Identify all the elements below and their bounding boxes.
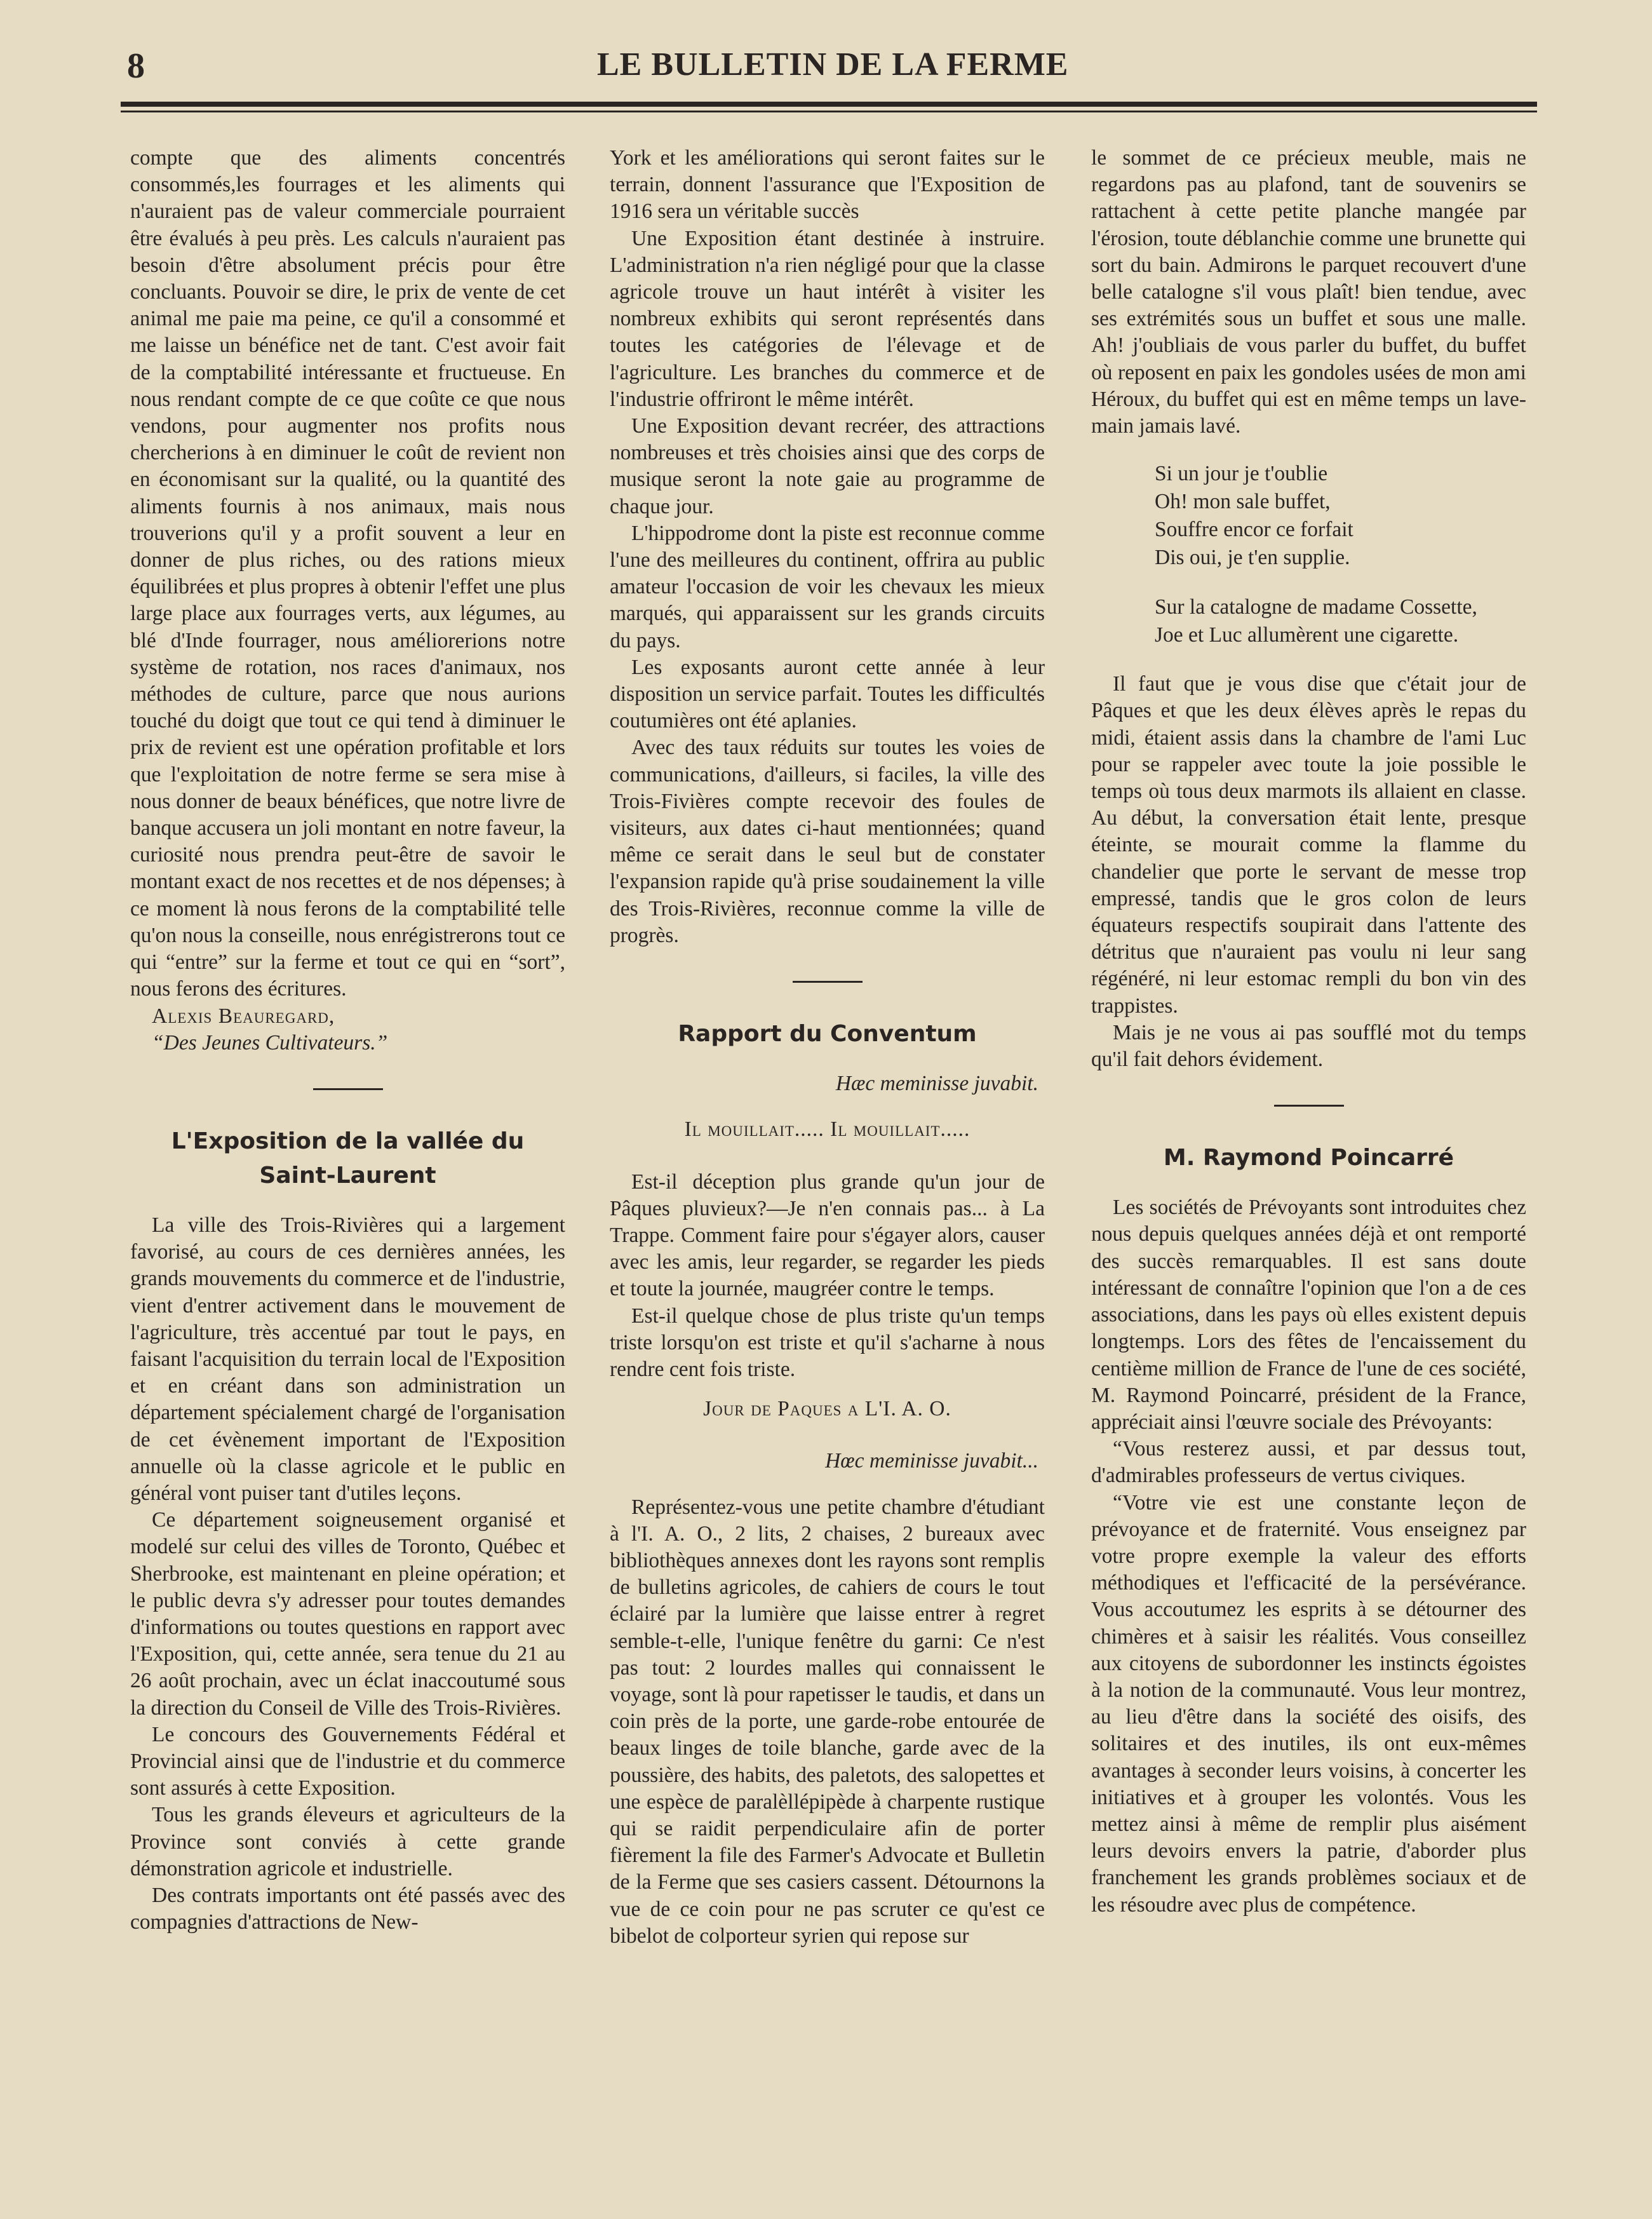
paragraph: Tous les grands éleveurs et agriculteurs de la Province sont conviés à cette grande démonstration agricole et industrielle.	[130, 1803, 565, 1880]
section-divider	[793, 981, 863, 983]
article-heading: L'Exposition de la vallée du Saint-Laurent	[171, 1128, 525, 1189]
signature-name: Alexis Beauregard,	[152, 1004, 335, 1028]
section-divider	[1274, 1105, 1344, 1107]
paragraph: Une Exposition devant recréer, des attractions nombreuses et très choisies ainsi que des corps de musique seront la note gaie au programme de chaque jour.	[610, 414, 1045, 518]
header-rule-thin	[121, 111, 1537, 112]
paragraph: “Vous resterez aussi, et par dessus tout, d'admirables professeurs de vertus civiques.	[1091, 1437, 1526, 1488]
paragraph: compte que des aliments concentrés consommés,les fourrages et les aliments qui n'auraient pas de valeur commerciale pourraient être évalués à peu près. Les calculs n'auraient pas besoin d'être absolument précis pour être concluants. Pouvoir se dire, le prix de vente de cet animal me paie ma peine, ce qu'il a consommé et me laisse un bénéfice net de tant. C'est avoir fait de la comptabilité intéressante et fructueuse. En nous rendant compte de ce que coûte ce que nous vendons, pour augmenter nos profits nous chercherions à en diminuer le coût de revient non en économisant sur la qualité, ou la quantité des aliments fournis à nos animaux, mais nous trouverions qu'il y a profit souvent a leur en donner de plus riches, ou des rations mieux équilibrées et plus propres à obtenir l'effet une plus large place aux fourrages verts, aux légumes, au blé d'Inde fourrager, nous améliorerions notre système de rotation, nos races d'animaux, nos méthodes de culture, parce que nous aurions touché du doigt que tout ce qui tend à diminuer le prix de revient est une opération profitable et lors que l'exploitation de notre ferme se sera mise à nous donner de beaux bénéfices, que notre livre de banque accusera un joli montant en notre faveur, la curiosité nous prendra peut-être de savoir le montant exact de nos recettes et de nos dépenses; à ce moment là nous ferons de la comptabilité telle qu'on nous la conseille, nous enrégistrerons tout ce qui “entre” sur la ferme et tout ce qui en “sort”, nous ferons des écritures.	[130, 146, 565, 1001]
latin-motto: Hœc meminisse juvabit...	[825, 1449, 1038, 1473]
article-heading: Rapport du Conventum	[678, 1021, 977, 1048]
paragraph: Le concours des Gouvernements Fédéral et Provincial ainsi que de l'industrie et du commerce sont assurés à cette Exposition.	[130, 1722, 565, 1800]
paragraph: Mais je ne vous ai pas soufflé mot du temps qu'il fait dehors évidement.	[1091, 1020, 1526, 1072]
paragraph: La ville des Trois-Rivières qui a largement favorisé, au cours de ces dernières années, les grands mouvements du commerce et de l'industrie, vient d'entrer activement dans le mouvement de l'agriculture, très accentué par tout le pays, en faisant l'acquisition du terrain local de l'Exposition et en créant dans son administration un département spécialement chargé de l'organisation de cet évènement important de l'Exposition annuelle où la classe agricole et le public en général vont puiser tant d'utiles leçons.	[130, 1213, 565, 1505]
poem-line: Joe et Luc allumèrent une cigarette.	[1155, 623, 1459, 647]
paragraph: York et les améliorations qui seront faites sur le terrain, donnent l'assurance que l'Exposition de 1916 sera un véritable succès	[610, 146, 1045, 224]
paragraph: Est-il déception plus grande qu'un jour de Pâques pluvieux?—Je n'en connais pas... à La Trappe. Comment faire pour s'égayer alors, causer avec les amis, leur regarder, se regarder les pieds et toute la journée, maugréer contre le temps.	[610, 1170, 1045, 1301]
column-1	[130, 145, 565, 1936]
paragraph: L'hippodrome dont la piste est reconnue comme l'une des meilleures du continent, offrira au public amateur l'occasion de voir les chevaux les mieux marqués, qui apparaissent sur les grands circuits du pays.	[610, 521, 1045, 652]
subheading: Il mouillait..... Il mouillait.....	[684, 1117, 970, 1142]
paragraph: Des contrats importants ont été passés avec des compagnies d'attractions de New-	[130, 1883, 565, 1934]
running-title: LE BULLETIN DE LA FERME	[597, 46, 1069, 83]
latin-motto: Hæc meminisse juvabit.	[835, 1072, 1038, 1096]
paragraph: le sommet de ce précieux meuble, mais ne regardons pas au plafond, tant de souvenirs se rattachent à cette petite planche mangée par l'érosion, toute déblanchie comme une brunette qui sort du bain. Admirons le parquet recouvert d'une belle catalogne s'il vous plaît! bien tendue, avec ses extrémités sous un buffet et sous une malle. Ah! j'oubliais de vous parler du buffet, du buffet où reposent en paix les gondoles usées de mon ami Héroux, du buffet qui est en même temps un lave-main jamais lavé.	[1091, 146, 1526, 438]
paragraph: Avec des taux réduits sur toutes les voies de communications, d'ailleurs, si faciles, la ville des Trois-Fivières compte recevoir des foules de visiteurs, aux dates ci-haut mentionnées; quand même ce serait dans le seul but de constater l'expansion rapide qu'à prise soudainement la ville des Trois-Rivières, reconnue comme la ville de progrès.	[610, 736, 1045, 947]
paragraph: Les sociétés de Prévoyants sont introduites chez nous depuis quelques années déjà et ont remporté des succès remarquables. Il est sans doute intéressant de connaître l'opinion que l'on a de ces associations, dans les pays où elles existent depuis longtemps. Lors des fêtes de l'encaissement du centième million de France de l'une de ces société, M. Raymond Poincarré, président de la France, appréciait ainsi l'œuvre sociale des Prévoyants:	[1091, 1196, 1526, 1434]
header-rule-thick	[121, 102, 1537, 107]
paragraph: “Votre vie est une constante leçon de prévoyance et de fraternité. Vous enseignez par votre propre exemple la valeur des efforts méthodiques et l'efficacité de la persévérance. Vous accoutumez les esprits à se détourner des chimères et à saisir les réalités. Vous conseillez aux citoyens de subordonner les instincts égoistes à la notion de la communauté. Vous leur montrez, au lieu d'être dans la société des oisifs, des solitaires et des inutiles, ils ont eux-mêmes avantages à seconder leurs voisins, à concerter les initiatives et à grouper les volontés. Vous les mettez ainsi à même de remplir plus aisément leurs devoirs envers la patrie, d'aborder plus franchement les grands problèmes sociaux et de les résoudre avec plus de compétence.	[1091, 1490, 1526, 1917]
poem-line: Si un jour je t'oublie	[1155, 462, 1328, 486]
poem-line: Souffre encor ce forfait	[1155, 518, 1353, 542]
page-number: 8	[127, 46, 145, 86]
poem-line: Sur la catalogne de madame Cossette,	[1155, 595, 1477, 619]
section-divider	[313, 1088, 383, 1090]
paragraph: Est-il quelque chose de plus triste qu'un temps triste lorsqu'on est triste et qu'il s'acharne à nous rendre cent fois triste.	[610, 1304, 1045, 1381]
poem-stanza	[1155, 460, 1526, 572]
paragraph: Les exposants auront cette année à leur disposition un service parfait. Toutes les difficultés coutumières ont été aplanies.	[610, 655, 1045, 733]
subheading: Jour de Paques a L'I. A. O.	[703, 1397, 951, 1421]
poem-couplet	[1155, 593, 1526, 649]
poem-line: Oh! mon sale buffet,	[1155, 490, 1331, 514]
paragraph: Une Exposition étant destinée à instruire. L'administration n'a rien négligé pour que la classe agricole trouve un haut intérêt à visiter les nombreux exhibits qui seront représentés dans toutes les catégories de l'élevage et de l'agriculture. Les branches du commerce et de l'industrie offriront le même intérêt.	[610, 226, 1045, 411]
paragraph: Il faut que je vous dise que c'était jour de Pâques et que les deux élèves après le repas du midi, étaient assis dans la chambre de l'ami Luc pour se rappeler avec toute la joie possible le temps où tous deux marmots ils allaient en classe. Au début, la conversation était lente, presque éteinte, se mourait comme la flamme du chandelier que porte le servant de messe trop empressé, tandis que le gros colon de leurs équateurs respectifs soupirait dans l'attente des détritus que n'auraient pas voulu ni leur sang régénéré, ni leur estomac rempli du bon vin des trappistes.	[1091, 672, 1526, 1018]
column-3	[1091, 145, 1526, 1919]
column-2	[610, 145, 1045, 1950]
poem-line: Dis oui, je t'en supplie.	[1155, 546, 1350, 570]
signature-org: “Des Jeunes Cultivateurs.”	[152, 1030, 388, 1055]
paragraph: Représentez-vous une petite chambre d'étudiant à l'I. A. O., 2 lits, 2 chaises, 2 bureaux avec bibliothèques annexes dont les rayons sont remplis de bulletins agricoles, de cahiers de cours le tout éclairé par la lumière que laisse entrer à regret semble-t-elle, l'unique fenêtre du garni: Ce n'est pas tout: 2 lourdes malles qui connaissent le voyage, sont là pour rapetisser le taudis, et dans un coin près de la porte, une garde-robe entourée de beaux linges de toile blanche, garde avec de la poussière, des habits, des paletots, des salopettes et une espèce de paralèllépipède à charpente rustique qui se raidit perpendiculaire afin de porter fièrement la file des Farmer's Advocate et Bulletin de la Ferme que ses casiers cassent. Détournons la vue de ce coin pour ne pas scruter ce qu'est ce bibelot de colporteur syrien qui repose sur	[610, 1495, 1045, 1948]
paragraph: Ce département soigneusement organisé et modelé sur celui des villes de Toronto, Québec et Sherbrooke, est maintenant en pleine opération; et le public devra s'y adresser pour toutes demandes d'informations ou toutes questions en rapport avec l'Exposition, qui, cette année, sera tenue du 21 au 26 août prochain, avec un éclat inaccoutumé sous la direction du Conseil de Ville des Trois-Rivières.	[130, 1508, 565, 1720]
article-heading: M. Raymond Poincarré	[1163, 1145, 1454, 1171]
